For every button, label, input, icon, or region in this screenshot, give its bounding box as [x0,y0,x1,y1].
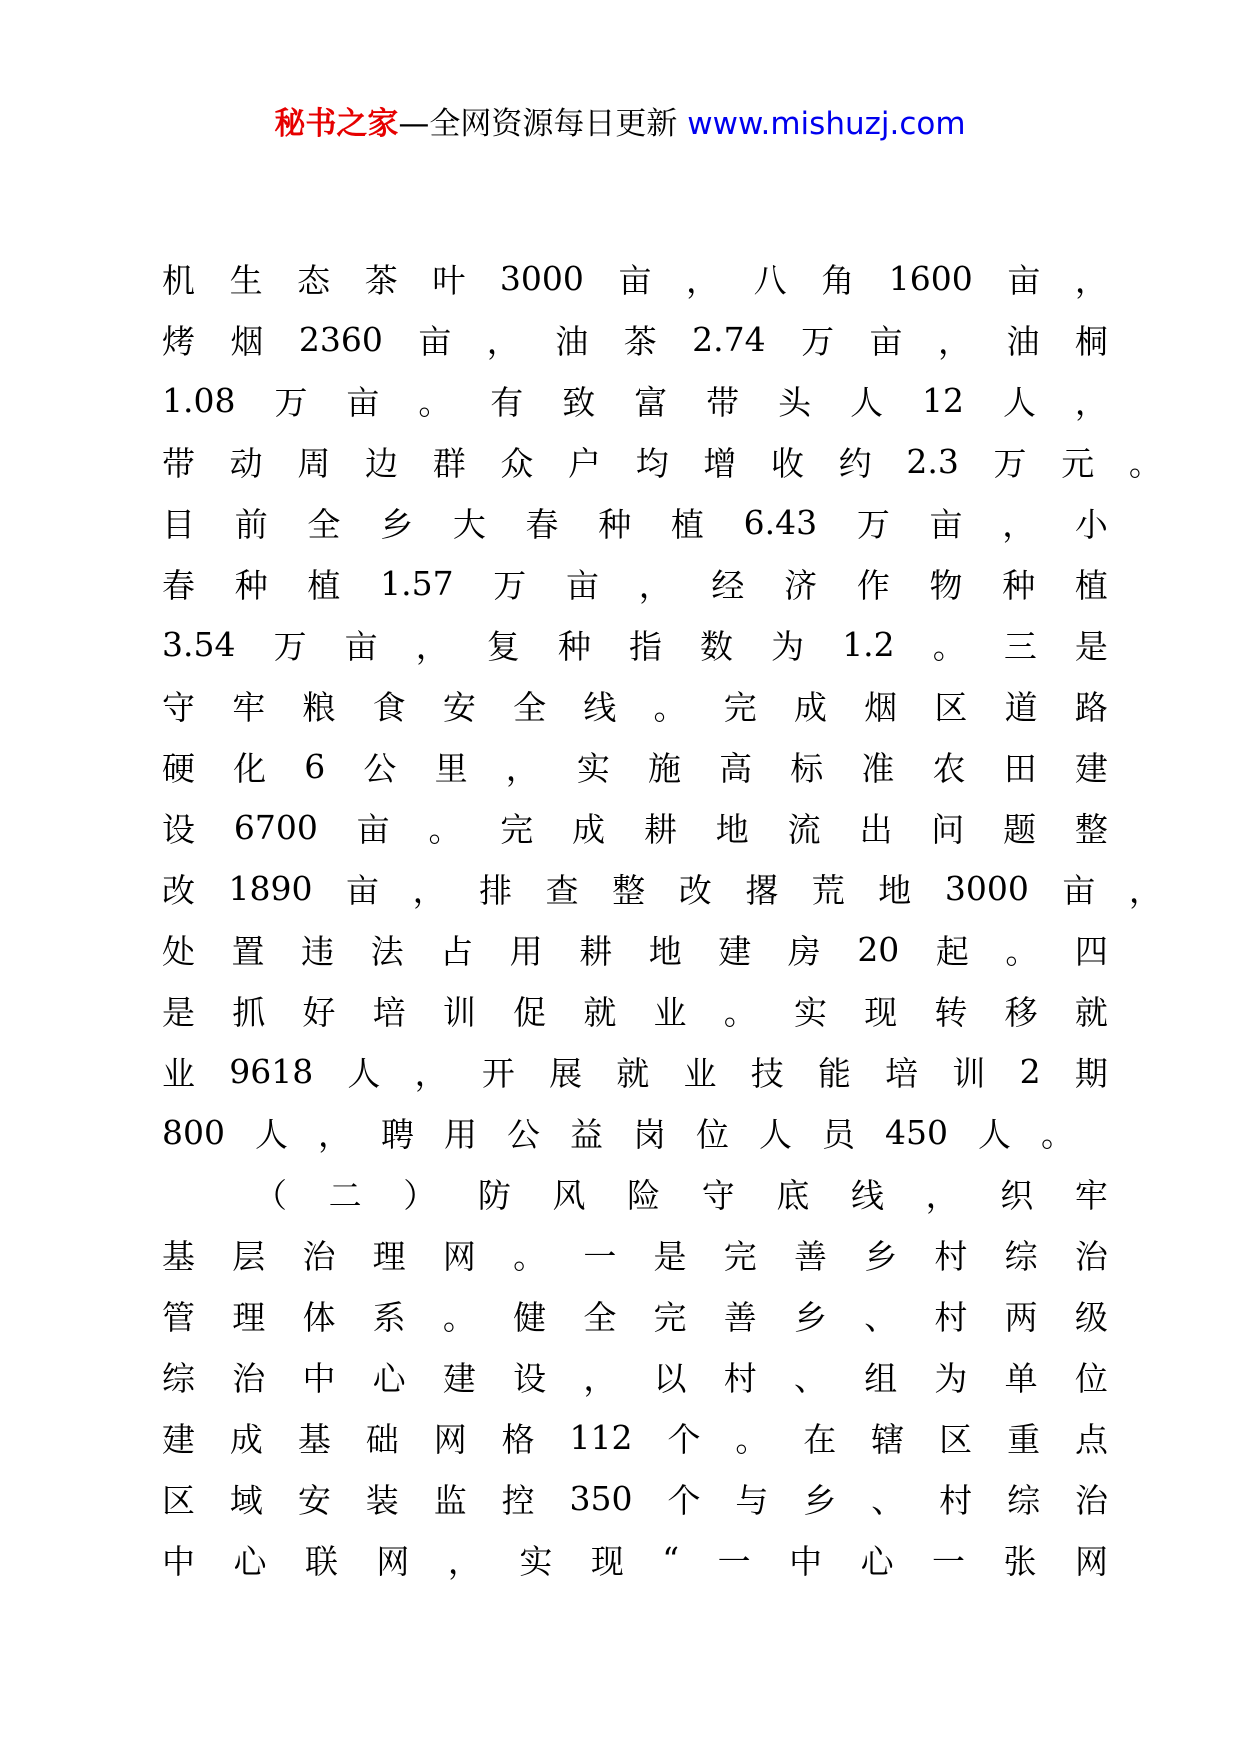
header-tagline: —全网资源每日更新 [398,106,678,142]
text-line: 设 6700 亩 。 完 成 耕 地 流 出 问 题 整 [162,808,1108,849]
text-line: 带 动 周 边 群 众 户 均 增 收 约 2.3 万 元 。 [162,442,1162,483]
section-heading-line: （ 二 ） 防 风 险 守 底 线 ， 织 牢 [254,1176,1108,1215]
document-body [162,248,1162,1590]
text-line: 中 心 联 网 ， 实 现 “ 一 中 心 一 张 网 [162,1540,1108,1581]
text-line: 机 生 态 茶 叶 3000 亩 ， 八 角 1600 亩 ， [162,259,1108,300]
text-line: 综 治 中 心 建 设 ， 以 村 、 组 为 单 位 [162,1359,1108,1398]
text-line: 守 牢 粮 食 安 全 线 。 完 成 烟 区 道 路 [162,688,1108,727]
text-line: 硬 化 6 公 里 ， 实 施 高 标 准 农 田 建 [162,747,1108,788]
text-line: 处 置 违 法 占 用 耕 地 建 房 20 起 。 四 [162,930,1108,971]
text-line: 目 前 全 乡 大 春 种 植 6.43 万 亩 ， 小 [162,503,1108,544]
text-line: 改 1890 亩 ， 排 查 整 改 撂 荒 地 3000 亩 ， [162,869,1162,910]
text-line: 管 理 体 系 。 健 全 完 善 乡 、 村 两 级 [162,1298,1108,1337]
text-line: 烤 烟 2360 亩 ， 油 茶 2.74 万 亩 ， 油 桐 [162,320,1108,361]
text-line: 是 抓 好 培 训 促 就 业 。 实 现 转 移 就 [162,993,1108,1032]
brand-name: 秘书之家 [274,106,399,142]
page-header [0,100,1240,148]
text-line: 春 种 植 1.57 万 亩 ， 经 济 作 物 种 植 [162,564,1108,605]
text-line: 800 人 ， 聘 用 公 益 岗 位 人 员 450 人 。 [162,1113,1074,1154]
text-line: 建 成 基 础 网 格 112 个 。 在 辖 区 重 点 [162,1418,1108,1459]
text-line: 1.08 万 亩 。 有 致 富 带 头 人 12 人 ， [162,381,1108,422]
text-line: 3.54 万 亩 ， 复 种 指 数 为 1.2 。 三 是 [162,625,1108,666]
text-line: 区 域 安 装 监 控 350 个 与 乡 、 村 综 治 [162,1479,1108,1520]
site-url-link[interactable]: www.mishuzj.com [687,106,966,142]
text-line: 基 层 治 理 网 。 一 是 完 善 乡 村 综 治 [162,1237,1108,1276]
text-line: 业 9618 人 ， 开 展 就 业 技 能 培 训 2 期 [162,1052,1108,1093]
